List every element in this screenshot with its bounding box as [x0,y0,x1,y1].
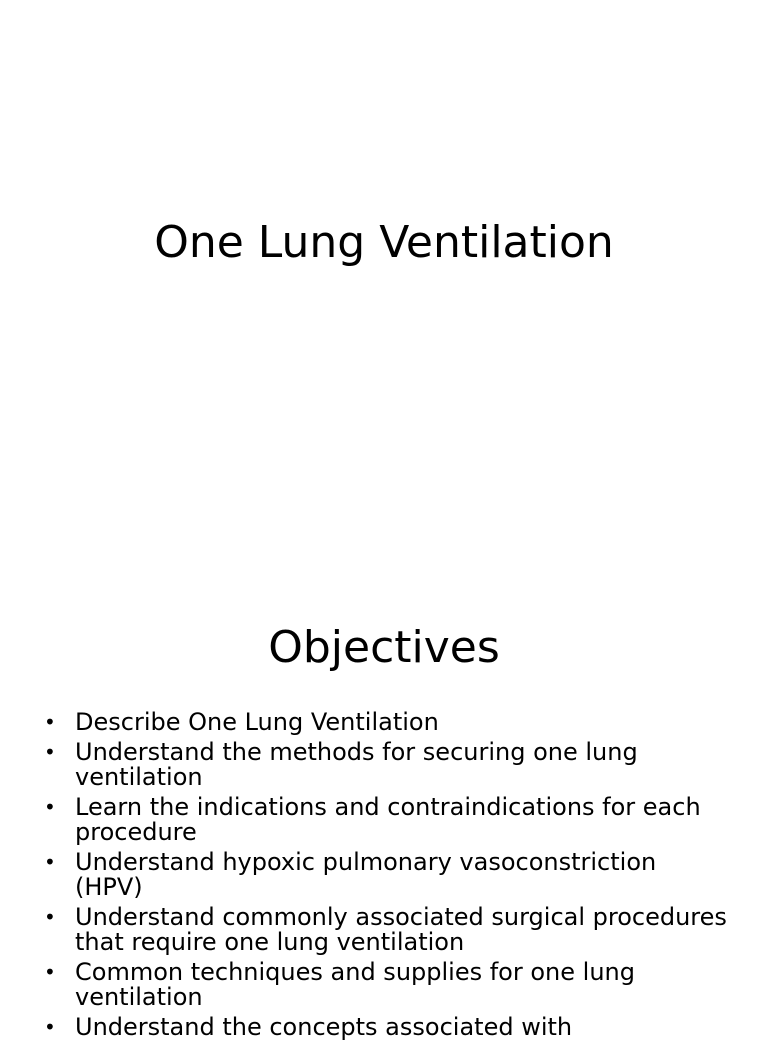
bullet-icon: • [44,960,56,984]
list-item-text: Understand the concepts associated with [75,1013,573,1041]
list-item-text: Common techniques and supplies for one lung ventilation [75,958,635,1011]
bullet-icon: • [44,850,56,874]
bullet-icon: • [44,740,56,764]
list-item [40,740,730,790]
list-item [40,710,730,735]
slide-title: One Lung Ventilation [154,217,614,268]
bullet-icon: • [44,795,56,819]
list-item-text: Understand the methods for securing one lung ventilation [75,738,638,791]
bullet-icon: • [44,1015,56,1039]
list-item [40,905,730,955]
slide-2 [0,576,768,1041]
bullet-icon: • [44,905,56,929]
list-item-text: Describe One Lung Ventilation [75,708,439,736]
objectives-heading: Objectives [268,622,500,673]
list-item [40,960,730,1010]
list-item [40,1015,730,1040]
objectives-list [40,710,730,1045]
list-item-text: Understand commonly associated surgical procedures that require one lung ventilation [75,903,727,956]
list-item-text: Understand hypoxic pulmonary vasoconstriction (HPV) [75,848,657,901]
list-item-text: Learn the indications and contraindications for each procedure [75,793,701,846]
list-item [40,795,730,845]
bullet-icon: • [44,710,56,734]
list-item [40,850,730,900]
